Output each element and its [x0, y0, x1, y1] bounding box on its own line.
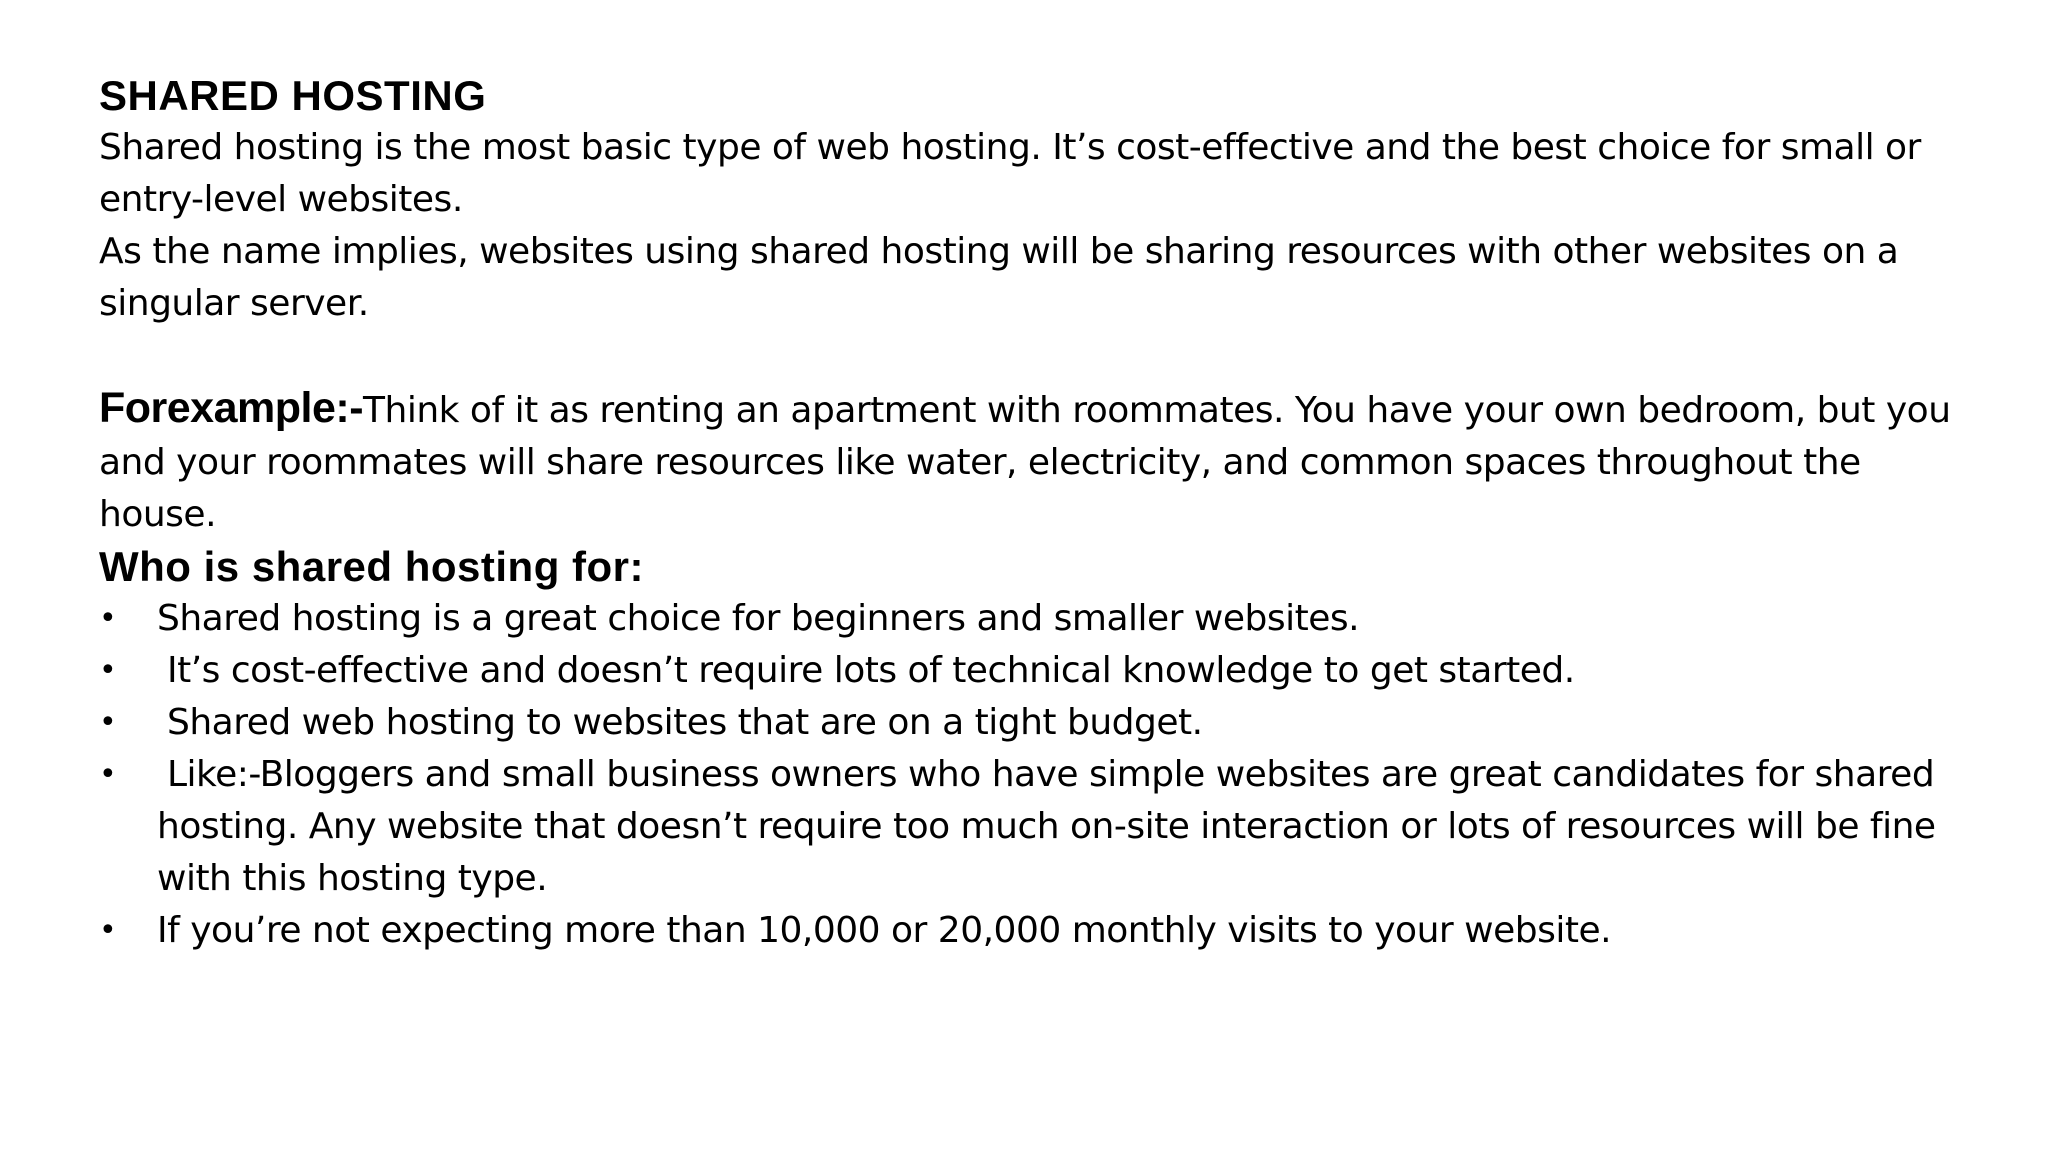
- list-item-text: Shared hosting is a great choice for beginners and smaller websites.: [157, 598, 1360, 639]
- list-item: [99, 697, 1979, 749]
- slide-content: [99, 70, 1979, 957]
- page-title: SHARED HOSTING: [99, 72, 487, 119]
- spacer: [99, 330, 1979, 382]
- example-label: Forexample:-: [99, 384, 364, 432]
- list-item-text: Shared web hosting to websites that are on a tight budget.: [167, 702, 1203, 743]
- example-text: Think of it as renting an apartment with roommates. You have your own bedroom, but you and your roommates will share resources like water, electricity, and common spaces throughout the house.: [99, 390, 1951, 535]
- list-item-text: It’s cost-effective and doesn’t require lots of technical knowledge to get started.: [167, 650, 1575, 691]
- list-item: [99, 905, 1979, 957]
- bullet-icon: •: [99, 705, 117, 740]
- list-item: [99, 645, 1979, 697]
- intro-paragraph-1: Shared hosting is the most basic type of web hosting. It’s cost-effective and the best choice for small or entry-level websites.: [99, 127, 1921, 220]
- intro-paragraph-2: As the name implies, websites using shared hosting will be sharing resources with other websites on a singular server.: [99, 231, 1899, 324]
- bullet-icon: •: [99, 913, 117, 948]
- list-item-text: If you’re not expecting more than 10,000 or 20,000 monthly visits to your website.: [157, 910, 1612, 951]
- list-item: [99, 749, 1979, 905]
- bullet-icon: •: [99, 653, 117, 688]
- bullet-icon: •: [99, 601, 117, 636]
- list-item: [99, 593, 1979, 645]
- bullet-list: [99, 593, 1979, 957]
- bullet-icon: •: [99, 757, 117, 792]
- list-item-text: Like:-Bloggers and small business owners who have simple websites are great candidates for shared hosting. Any website that doesn’t require too much on-site interaction or lots of resources will be fine with this hosting type.: [157, 754, 1936, 899]
- example-paragraph: [99, 382, 1979, 541]
- who-heading: Who is shared hosting for:: [99, 543, 644, 590]
